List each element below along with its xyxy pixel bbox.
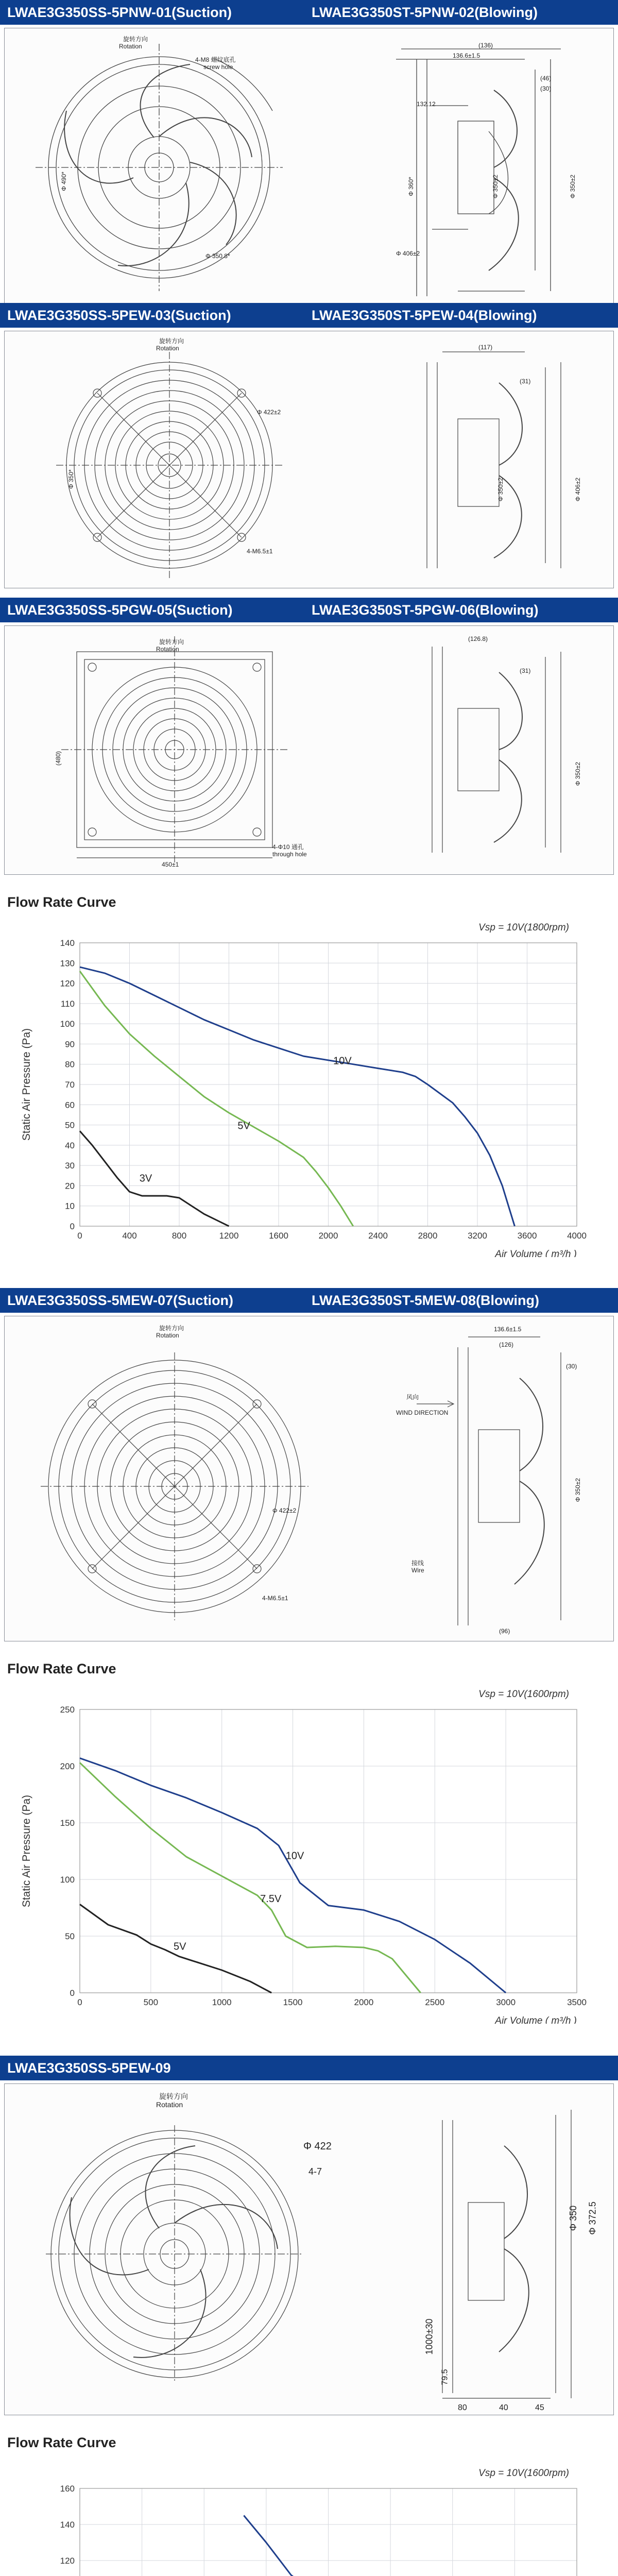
bolt-circle-label: Φ 422±2 <box>257 409 281 416</box>
drawing-panel-2 <box>4 331 614 588</box>
width-dim-label: 450±1 <box>162 861 179 868</box>
offset-label: 79.5 <box>440 2369 450 2385</box>
x-tick-label: 400 <box>122 1231 137 1241</box>
side-dim-label: (31) <box>520 667 531 674</box>
fan-drawing-5 <box>5 2084 613 2415</box>
wire-label-en: Wire <box>411 1567 424 1574</box>
x-tick-label: 2400 <box>368 1231 388 1241</box>
x-tick-label: 2500 <box>425 1997 445 2007</box>
depth-dim-label: (117) <box>478 344 493 351</box>
section-header-3 <box>0 598 618 622</box>
rotation-label-cn: 旋转方向 <box>159 638 184 646</box>
diameter-label: Φ 350* <box>67 469 75 489</box>
x-tick-label: 0 <box>77 1997 82 2007</box>
hub-dim-label: 132.12 <box>417 100 436 108</box>
drawing-panel-1 <box>4 28 614 304</box>
fan-drawing-3 <box>5 626 613 874</box>
vsp-note: Vsp = 10V(1600rpm) <box>478 2468 569 2479</box>
model-title-blowing: LWAE3G350ST-5PEW-04(Blowing) <box>312 308 537 323</box>
flow-chart-3 <box>0 2458 618 2576</box>
rotation-label-en: Rotation <box>119 43 142 50</box>
fan-drawing-1 <box>5 28 613 303</box>
y-tick-label: 100 <box>60 1019 75 1029</box>
y-tick-label: 130 <box>60 958 75 969</box>
flow-chart-2 <box>0 1684 618 2024</box>
x-axis-label: Air Volume ( m³/h ) <box>495 2015 577 2024</box>
side-dim-label: (46) <box>540 75 552 82</box>
vsp-note: Vsp = 10V(1600rpm) <box>478 1689 569 1700</box>
y-tick-label: 70 <box>65 1080 75 1090</box>
side-dim-label-2: (30) <box>540 85 552 92</box>
x-tick-label: 2000 <box>318 1231 338 1241</box>
model-title-suction: LWAE3G350SS-5PEW-03(Suction) <box>7 308 231 323</box>
series-label-10V: 10V <box>333 1055 352 1067</box>
depth-dim-label: (126.8) <box>468 635 488 642</box>
y-tick-label: 90 <box>65 1039 75 1049</box>
hole-spec-label: 4-M6.5±1 <box>262 1595 288 1602</box>
y-tick-label: 160 <box>60 2484 75 2494</box>
ring-diameter-label: Φ 350±2 <box>569 174 577 199</box>
bottom-dim-label: (96) <box>499 1628 510 1635</box>
flow-chart-1 <box>0 917 618 1257</box>
x-tick-label: 0 <box>77 1231 82 1241</box>
rotation-label-en: Rotation <box>156 646 179 653</box>
x-tick-label: 1600 <box>269 1231 288 1241</box>
depth-dim-label: 136.6±1.5 <box>453 52 480 59</box>
y-tick-label: 20 <box>65 1181 75 1191</box>
x-tick-label: 1500 <box>283 1997 303 2007</box>
bolt-circle-label: Φ 422±2 <box>272 1507 297 1514</box>
y-axis-label: Static Air Pressure (Pa) <box>21 1794 32 1908</box>
vsp-note: Vsp = 10V(1800rpm) <box>478 922 569 933</box>
series-label-10V: 10V <box>285 1850 304 1862</box>
rotation-label-cn: 旋转方向 <box>159 2092 188 2100</box>
drawing-panel-5 <box>4 2083 614 2415</box>
x-tick-label: 1000 <box>212 1997 232 2007</box>
screw-hole-label-en: screw hole <box>203 63 233 71</box>
x-tick-label: 3600 <box>517 1231 537 1241</box>
series-line-10V <box>80 967 514 1226</box>
x-tick-label: 2800 <box>418 1231 438 1241</box>
rotation-label-cn: 旋转方向 <box>123 36 148 43</box>
depth-label-1: 80 <box>458 2403 467 2412</box>
rotation-label-en: Rotation <box>156 2100 183 2109</box>
series-line-7.5V <box>80 1762 421 1993</box>
y-tick-label: 50 <box>65 1931 75 1941</box>
mount-diameter-label: Φ 406±2 <box>396 250 420 257</box>
flow-rate-heading-1: Flow Rate Curve <box>7 894 116 910</box>
x-tick-label: 4000 <box>567 1231 587 1241</box>
ring-diameter-label: Φ 406±2 <box>574 477 582 502</box>
section-header-2 <box>0 303 618 328</box>
model-title-blowing: LWAE3G350ST-5MEW-08(Blowing) <box>312 1293 540 1308</box>
drawing-panel-4 <box>4 1316 614 1641</box>
y-tick-label: 140 <box>60 938 75 948</box>
y-tick-label: 40 <box>65 1140 75 1150</box>
section-header-5 <box>0 2056 618 2080</box>
drawing-panel-3 <box>4 625 614 875</box>
series-label-3V: 3V <box>139 1173 152 1184</box>
y-tick-label: 60 <box>65 1100 75 1110</box>
series-label-7.5V: 7.5V <box>260 1893 282 1905</box>
x-tick-label: 500 <box>143 1997 159 2007</box>
y-tick-label: 0 <box>70 1988 75 1998</box>
y-tick-label: 10 <box>65 1201 75 1211</box>
flow-chart-3-svg <box>0 2458 618 2576</box>
fan-drawing-4 <box>5 1316 613 1641</box>
blade-diameter-label: Φ 350±2 <box>492 174 500 199</box>
model-title-blowing: LWAE3G350ST-5PGW-06(Blowing) <box>312 602 539 618</box>
flow-chart-2-svg <box>0 1684 618 2024</box>
y-tick-label: 30 <box>65 1161 75 1171</box>
section-header-4 <box>0 1288 618 1313</box>
y-tick-label: 80 <box>65 1059 75 1070</box>
x-tick-label: 3500 <box>567 1997 587 2007</box>
through-hole-label-cn: 4-Φ10 通孔 <box>272 843 304 851</box>
blade-diameter-label: Φ 350±2 <box>497 477 505 502</box>
hub-diameter-label: Φ 360* <box>407 177 415 196</box>
ring-diameter-label: Φ 350±2 <box>574 761 582 786</box>
rotation-label-cn: 旋转方向 <box>159 1325 184 1332</box>
bolt-circle-label: Φ 422 <box>303 2141 332 2152</box>
flow-chart-1-svg <box>0 917 618 1257</box>
inner-diameter-label: Φ 350.8* <box>205 252 230 260</box>
series-label-5V: 5V <box>237 1120 250 1132</box>
screw-hole-label-cn: 4-M8 螺纹底孔 <box>195 56 236 63</box>
y-axis-label: Static Air Pressure (Pa) <box>21 1028 32 1141</box>
wind-direction-label-en: WIND DIRECTION <box>396 1409 449 1416</box>
y-tick-label: 140 <box>60 2520 75 2530</box>
model-title-suction: LWAE3G350SS-5PGW-05(Suction) <box>7 602 233 618</box>
overall-depth-label: (126) <box>499 1341 514 1348</box>
overall-depth-label: (136) <box>478 42 493 49</box>
blade-diameter-label: Φ 350 <box>568 2205 579 2231</box>
series-label-5V: 5V <box>173 1941 186 1953</box>
model-title: LWAE3G350SS-5PEW-09 <box>7 2060 171 2076</box>
hole-count-label: 4-7 <box>308 2166 322 2177</box>
side-dim-label: (31) <box>520 378 531 385</box>
x-axis-label: Air Volume ( m³/h ) <box>495 1249 577 1257</box>
cable-length-label: 1000±30 <box>424 2318 435 2355</box>
depth-label-2: 40 <box>499 2403 508 2412</box>
depth-label-3: 45 <box>535 2403 544 2412</box>
fan-drawing-2 <box>5 331 613 588</box>
rotation-label-cn: 旋转方向 <box>159 337 184 345</box>
section-header-1 <box>0 0 618 25</box>
flow-rate-heading-2: Flow Rate Curve <box>7 1661 116 1676</box>
ring-diameter-label: Φ 372.5 <box>587 2201 598 2235</box>
ring-diameter-label: Φ 350±2 <box>574 1478 582 1502</box>
flow-rate-heading-3: Flow Rate Curve <box>7 2435 116 2450</box>
y-tick-label: 120 <box>60 2556 75 2566</box>
y-tick-label: 50 <box>65 1120 75 1130</box>
y-tick-label: 100 <box>60 1875 75 1885</box>
series-line-5V <box>80 971 353 1226</box>
x-tick-label: 3000 <box>496 1997 516 2007</box>
model-title-blowing: LWAE3G350ST-5PNW-02(Blowing) <box>312 5 538 20</box>
y-tick-label: 120 <box>60 978 75 989</box>
y-tick-label: 250 <box>60 1705 75 1715</box>
outer-diameter-label: Φ 490* <box>60 172 67 191</box>
y-tick-label: 200 <box>60 1761 75 1771</box>
depth-dim-label: 136.6±1.5 <box>494 1326 522 1333</box>
height-dim-label: (480) <box>55 751 62 766</box>
y-tick-label: 0 <box>70 1222 75 1231</box>
x-tick-label: 2000 <box>354 1997 374 2007</box>
x-tick-label: 800 <box>171 1231 187 1241</box>
plot-frame <box>80 1709 577 1993</box>
rotation-label-en: Rotation <box>156 345 179 352</box>
through-hole-label-en: through hole <box>272 851 307 858</box>
wire-label-cn: 接线 <box>411 1560 424 1567</box>
y-tick-label: 150 <box>60 1818 75 1828</box>
y-tick-label: 110 <box>60 998 75 1009</box>
hole-spec-label: 4-M6.5±1 <box>247 548 273 555</box>
rotation-label-en: Rotation <box>156 1332 179 1339</box>
x-tick-label: 1200 <box>219 1231 239 1241</box>
model-title-suction: LWAE3G350SS-5PNW-01(Suction) <box>7 5 232 20</box>
x-tick-label: 3200 <box>468 1231 487 1241</box>
model-title-suction: LWAE3G350SS-5MEW-07(Suction) <box>7 1293 234 1308</box>
side-dim-label: (30) <box>566 1363 577 1370</box>
wind-direction-label-cn: 风向 <box>406 1394 419 1401</box>
